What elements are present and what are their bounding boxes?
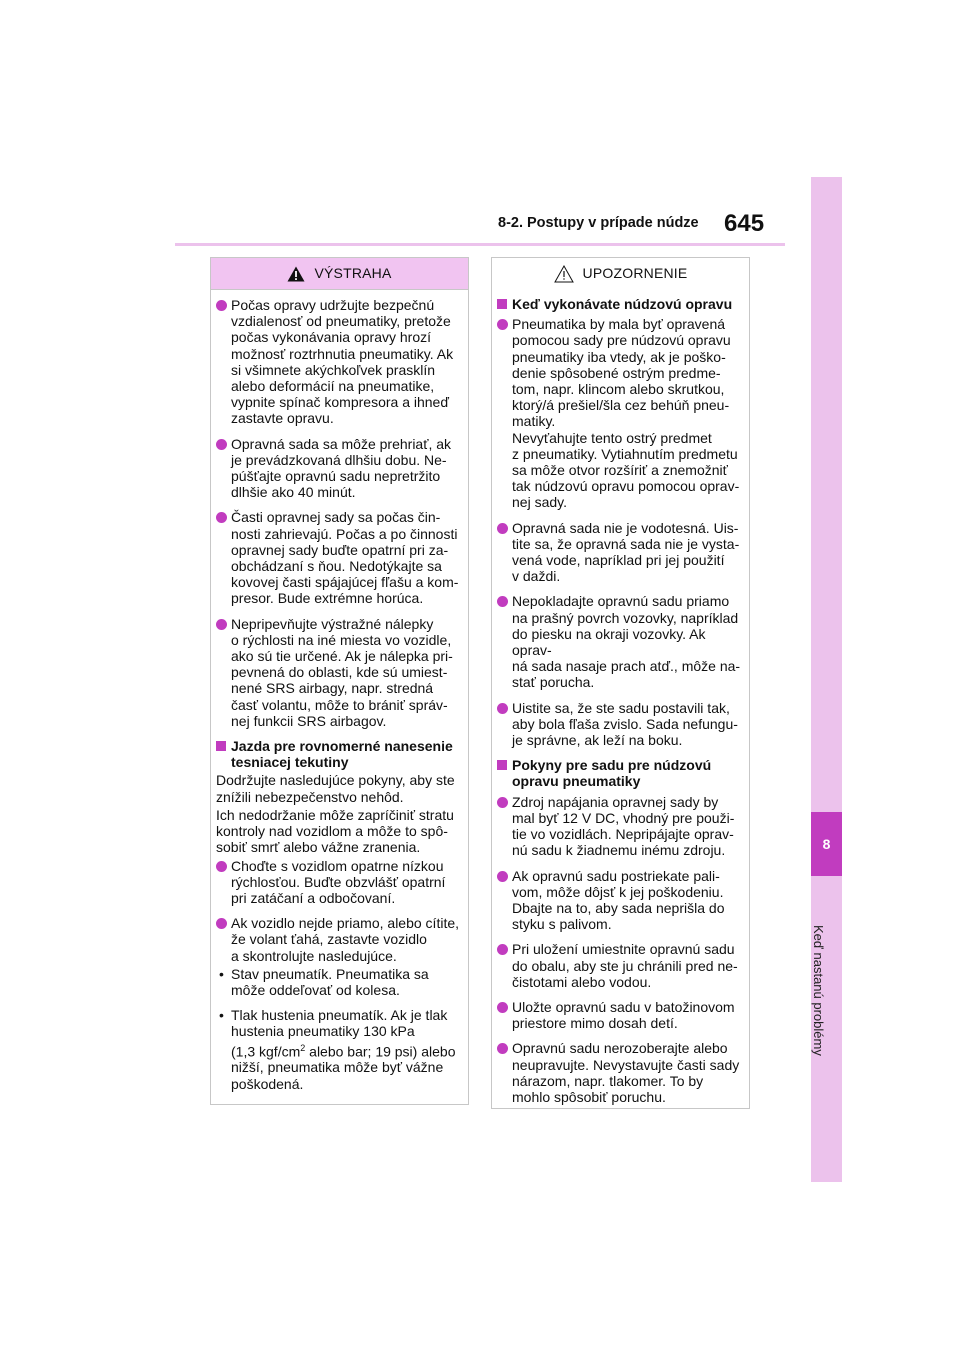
caution-bullet: Uložte opravnú sadu v batožinovom priestore mimo dosah detí. [497, 999, 744, 1031]
caution-triangle-icon [554, 265, 574, 283]
chapter-number: 8 [811, 812, 842, 876]
caution-bullet: Pri uložení umiestnite opravnú sadu do obalu, aby ste ju chránili pred ne- čistotami alebo vodou. [497, 941, 744, 990]
warning-bullet: Choďte s vozidlom opatrne nízkou rýchlosťou. Buďte obzvlášť opatrní pri zatáčaní a odbočovaní. [216, 858, 463, 907]
caution-box [491, 257, 750, 1109]
page-number: 645 [724, 210, 765, 237]
caution-bullet: Pneumatika by mala byť opravená pomocou sady pre núdzovú opravu pneumatiky iba vtedy, ak je poško- denie spôsobené ostrým predme- tom, napr. klincom alebo skrutkou, ktorý/á prešiel/šla cez behúň pneu- matiky. Nevyťahujte tento ostrý predmet z pneumatiky. Vytiahnutím predmetu sa môže otvor rozšíriť a znemožniť tak núdzovú opravu pomocou oprav- nej sady. [497, 316, 744, 510]
warning-bullet: Počas opravy udržujte bezpečnú vzdialenosť od pneumatiky, pretože počas vykonávania opravy hrozí možnosť roztrhnutia pneumatiky. Ak si všimnete akýchkoľvek prasklín alebo deformácií na pneumatike, vypnite spínač kompresora a ihneď zastavte opravu. [216, 297, 463, 427]
caution-section-heading: Pokyny pre sadu pre núdzovú opravu pneumatiky [497, 757, 744, 789]
caution-bullet: Opravná sada nie je vodotesná. Uis- tite sa, že opravná sada nie je vysta- vená vode, napríklad pri jej použití v daždi. [497, 520, 744, 585]
section-title: 8-2. Postupy v prípade núdze [498, 215, 699, 231]
caution-bullet: Ak opravnú sadu postriekate pali- vom, môže dôjsť k jej poškodeniu. Dbajte na to, aby sada neprišla do styku s palivom. [497, 868, 744, 933]
chapter-label: Keď nastanú problémy [811, 925, 826, 1056]
warning-bullet: Ak vozidlo nejde priamo, alebo cítite, že volant ťahá, zastavte vozidlo a skontrolujte nasledujúce. [216, 915, 463, 964]
caution-bullet: Nepokladajte opravnú sadu priamo na prašný povrch vozovky, napríklad do piesku na okraji vozovky. Ak oprav- ná sada nasaje prach atď., môže na- stať porucha. [497, 593, 744, 690]
caution-header [492, 258, 749, 289]
caution-bullet: Opravnú sadu nerozoberajte alebo neupravujte. Nevystavujte časti sady nárazom, napr. tlakomer. To by mohlo spôsobiť poruchu. [497, 1040, 744, 1105]
warning-triangle-icon [287, 266, 305, 282]
warning-bullet: Nepripevňujte výstražné nálepky o rýchlosti na iné miesta vo vozidle, ako sú tie určené. Ak je nálepka pri- pevnená do oblasti, kde sú umiest- nené SRS airbagy, napr. stredná časť volantu, môže to brániť správ- nej funkcii SRS airbagov. [216, 616, 463, 729]
header-divider [175, 243, 785, 246]
warning-dash-item: • Stav pneumatík. Pneumatika sa môže oddeľovať od kolesa. [219, 965, 429, 998]
caution-section-heading: Keď vykonávate núdzovú opravu [497, 296, 744, 312]
caution-title: UPOZORNENIE [582, 265, 688, 282]
warning-box [210, 257, 469, 1105]
warning-bullet: Opravná sada sa môže prehriať, ak je prevádzkovaná dlhšiu dobu. Ne- púšťajte opravnú sadu nepretržito dlhšie ako 40 minút. [216, 436, 463, 501]
warning-title: VÝSTRAHA [314, 265, 392, 282]
warning-dash-item: • Tlak hustenia pneumatík. Ak je tlak hustenia pneumatiky 130 kPa (1,3 kgf/$cm^2$ alebo bar; 19 psi) alebo nižší, pneumatika môže byť vážne poškodená. [219, 1007, 456, 1092]
warning-header [211, 258, 468, 290]
warning-section-heading: Jazda pre rovnomerné nanesenie tesniacej tekutiny [216, 738, 463, 770]
caution-bullet: Uistite sa, že ste sadu postavili tak, aby bola fľaša zvislo. Sada nefungu- je správne, ak leží na boku. [497, 700, 744, 749]
warning-bullet: Časti opravnej sady sa počas čin- nosti zahrievajú. Počas a po činnosti opravnej sady buďte opatrní pri za- obchádzaní s ňou. Nedotýkajte sa kovovej časti spájajúcej fľašu a kom- presor. Bude extrémne horúca. [216, 509, 463, 606]
warning-paragraph: Dodržujte nasledujúce pokyny, aby ste znížili nebezpečenstvo nehôd. [216, 772, 455, 805]
caution-bullet: Zdroj napájania opravnej sady by mal byť 12 V DC, vhodný pre použi- tie vo vozidlách. Nepripájajte oprav- nú sadu k žiadnemu inému zdroju. [497, 794, 744, 859]
warning-paragraph: Ich nedodržanie môže zapríčiniť stratu kontroly nad vozidlom a môže to spô- sobiť smrť alebo vážne zranenia. [216, 806, 454, 856]
